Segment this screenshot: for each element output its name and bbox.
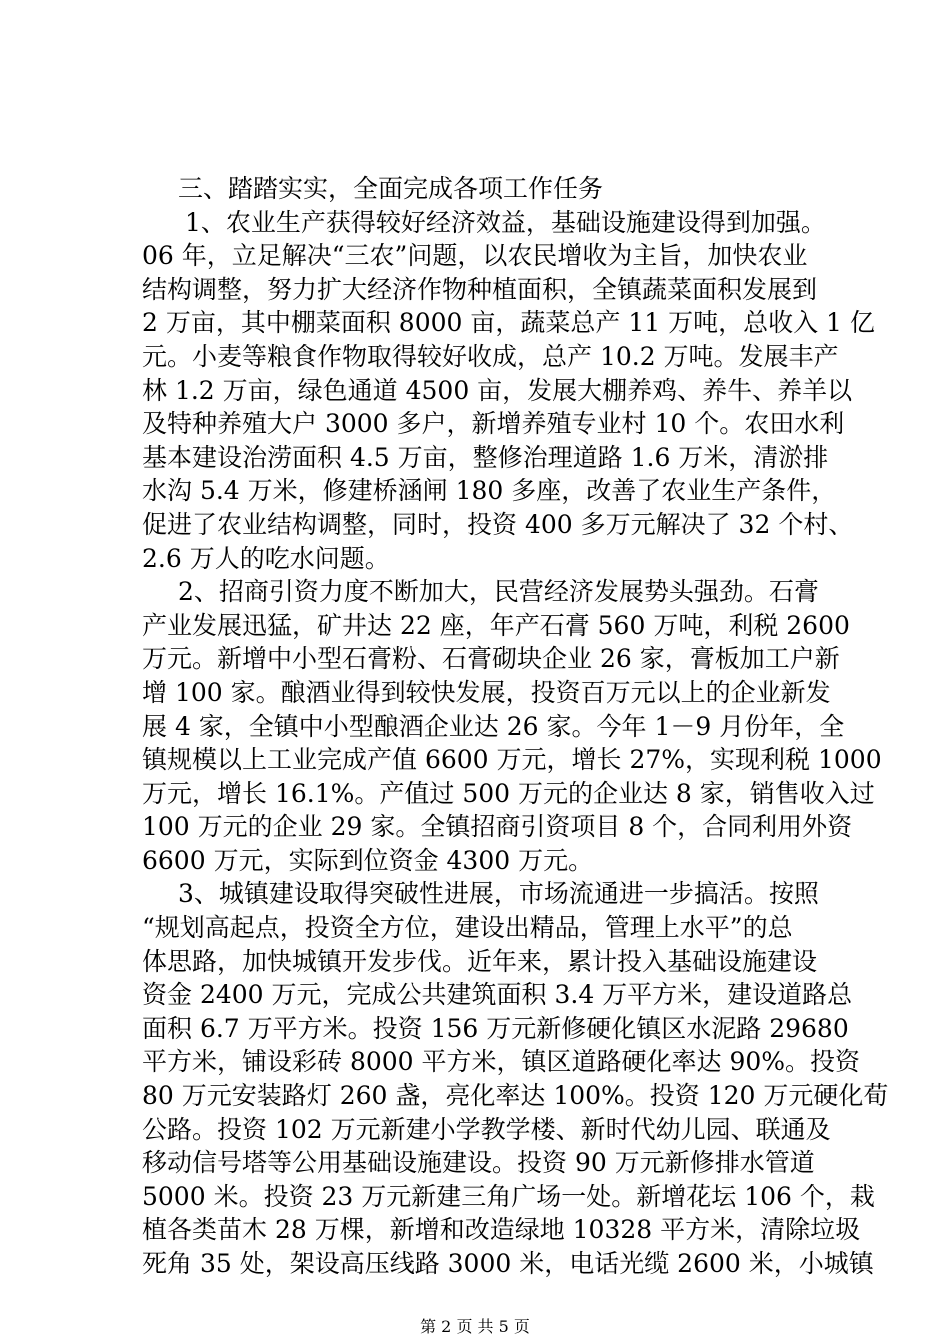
paragraph-line: 促进了农业结构调整，同时，投资 400 多万元解决了 32 个村、 (142, 509, 854, 539)
paragraph-line: 死角 35 处，架设高压线路 3000 米，电话光缆 2600 米，小城镇 (142, 1249, 874, 1278)
paragraph-line: 元。小麦等粮食作物取得较好收成，总产 10.2 万吨。发展丰产 (142, 341, 839, 371)
paragraph-line: 面积 6.7 万平方米。投资 156 万元新修硬化镇区水泥路 29680 (142, 1013, 849, 1043)
paragraph-urban-construction (142, 877, 889, 1280)
paragraph-line: 2.6 万人的吃水问题。 (142, 543, 390, 573)
section-heading: 三、踏踏实实，全面完成各项工作任务 (178, 174, 604, 203)
paragraph-line: 展 4 家，全镇中小型酿酒企业达 26 家。今年 1－9 月份年，全 (142, 711, 845, 741)
paragraph-line: 06 年，立足解决“三农”问题，以农民增收为主旨，加快农业 (142, 241, 808, 271)
document-body (142, 172, 889, 1281)
paragraph-line: “规划高起点，投资全方位，建设出精品，管理上水平”的总 (142, 913, 793, 943)
paragraph-line: 2、招商引资力度不断加大，民营经济发展势头强劲。石膏 (178, 577, 819, 607)
paragraph-line: 林 1.2 万亩，绿色通道 4500 亩，发展大棚养鸡、养牛、养羊以 (142, 375, 853, 405)
paragraph-line: 产业发展迅猛，矿井达 22 座，年产石膏 560 万吨，利税 2600 (142, 610, 850, 640)
paragraph-line: 植各类苗木 28 万棵，新增和改造绿地 10328 平方米，清除垃圾 (142, 1215, 861, 1245)
paragraph-line: 1、农业生产获得较好经济效益，基础设施建设得到加强。 (185, 207, 826, 237)
paragraph-line: 镇规模以上工业完成产值 6600 万元，增长 27%，实现利税 1000 (142, 745, 882, 775)
page-number-footer: 第 2 页 共 5 页 (420, 1317, 530, 1336)
paragraph-line: 3、城镇建设取得突破性进展，市场流通进一步搞活。按照 (178, 879, 819, 909)
paragraph-investment (142, 575, 882, 877)
paragraph-line: 2 万亩，其中棚菜面积 8000 亩，蔬菜总产 11 万吨，总收入 1 亿 (142, 308, 875, 338)
paragraph-line: 增 100 家。酿酒业得到较快发展，投资百万元以上的企业新发 (142, 677, 831, 707)
paragraph-line: 及特种养殖大户 3000 多户，新增养殖专业村 10 个。农田水利 (142, 409, 845, 439)
paragraph-line: 水沟 5.4 万米，修建桥涵闸 180 多座，改善了农业生产条件， (142, 476, 837, 506)
paragraph-line: 万元。新增中小型石膏粉、石膏砌块企业 26 家，膏板加工户新 (142, 644, 840, 674)
paragraph-line: 体思路，加快城镇开发步伐。近年来，累计投入基础设施建设 (142, 946, 818, 976)
paragraph-line: 80 万元安装路灯 260 盏，亮化率达 100%。投资 120 万元硬化荀 (142, 1081, 889, 1111)
paragraph-line: 6600 万元，实际到位资金 4300 万元。 (142, 845, 594, 875)
paragraph-line: 资金 2400 万元，完成公共建筑面积 3.4 万平方米，建设道路总 (142, 980, 853, 1010)
paragraph-line: 公路。投资 102 万元新建小学教学楼、新时代幼儿园、联通及 (142, 1114, 831, 1144)
paragraph-line: 结构调整，努力扩大经济作物种植面积，全镇蔬菜面积发展到 (142, 274, 818, 304)
paragraph-line: 基本建设治涝面积 4.5 万亩，整修治理道路 1.6 万米，清淤排 (142, 442, 829, 472)
paragraph-line: 移动信号塔等公用基础设施建设。投资 90 万元新修排水管道 (142, 1148, 815, 1178)
paragraph-line: 万元，增长 16.1%。产值过 500 万元的企业达 8 家，销售收入过 (142, 778, 875, 808)
paragraph-line: 100 万元的企业 29 家。全镇招商引资项目 8 个，合同利用外资 (142, 812, 853, 842)
paragraph-agriculture (142, 206, 875, 576)
paragraph-line: 平方米，铺设彩砖 8000 平方米，镇区道路硬化率达 90%。投资 (142, 1047, 861, 1077)
paragraph-line: 5000 米。投资 23 万元新建三角广场一处。新增花坛 106 个，栽 (142, 1181, 875, 1211)
